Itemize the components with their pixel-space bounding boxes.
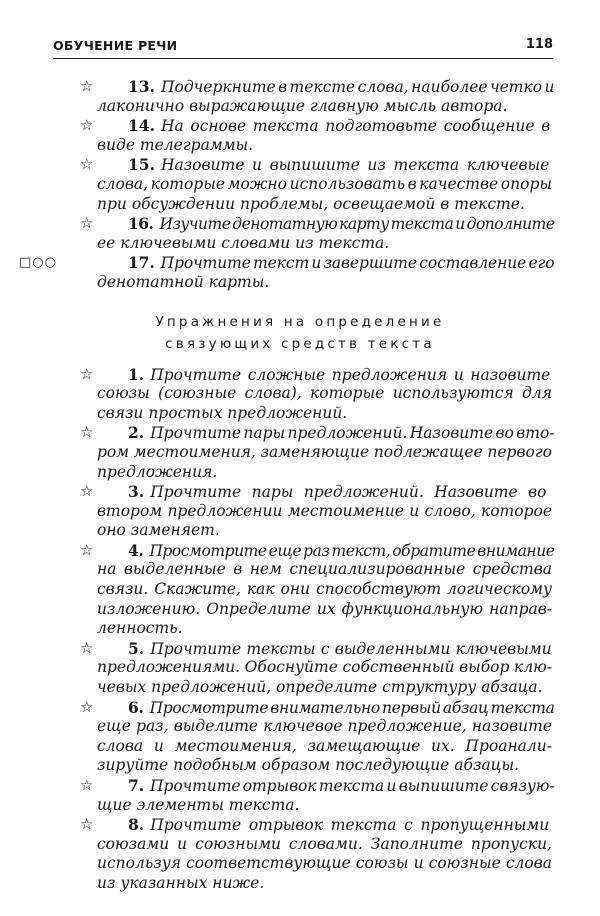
exercise-line: [97, 443, 552, 463]
star-icon: ☆: [80, 423, 94, 442]
exercise-text: Прочтите пары предложений. Назовите во вто-: [150, 424, 555, 443]
exercise-text: ее ключевыми словами из текста.: [97, 233, 390, 252]
exercise-item: [80, 482, 552, 541]
exercise-line: [97, 756, 552, 776]
exercise-text: Прочтите сложные предложения и назовите: [150, 365, 551, 384]
exercise-line: [97, 600, 552, 620]
page-header: [53, 36, 553, 59]
star-icon: ☆: [80, 540, 94, 559]
star-icon: ☆: [80, 638, 94, 657]
exercise-line: [97, 580, 552, 600]
exercise-number: 8.: [128, 815, 145, 835]
exercise-text: виде телеграммы.: [97, 135, 254, 154]
exercise-text: втором предложении местоимение и слово, которое: [97, 501, 552, 520]
exercise-text: из указанных ниже.: [97, 873, 265, 892]
exercise-item: [80, 697, 555, 776]
page-number: 118: [525, 37, 553, 52]
exercise-line: [97, 77, 555, 97]
star-icon: ☆: [80, 776, 94, 794]
exercise-line: [97, 854, 552, 874]
exercise-line: [97, 658, 552, 678]
exercise-text: Прочтите отрывок текста с пропущенными: [150, 816, 550, 835]
exercise-text: связи простых предложений.: [97, 403, 348, 422]
exercise-text: связи. Скажите, как они способствуют логическому: [97, 580, 552, 599]
exercise-text: при обсуждении проблемы, освещаемой в тексте.: [97, 194, 525, 213]
exercise-number: 4.: [128, 540, 144, 560]
exercise-item: [80, 540, 555, 639]
exercise-number: 5.: [128, 638, 145, 658]
exercise-text: Прочтите пары предложений. Назовите во: [150, 483, 547, 502]
section-heading: [0, 311, 600, 355]
star-icon: ☆: [80, 116, 94, 135]
exercise-line: [97, 815, 552, 835]
exercise-number: 15.: [128, 155, 155, 175]
exercise-item: [80, 423, 555, 482]
star-icon: ☆: [80, 214, 94, 233]
exercise-text: Изучите денотатную карту текста и дополните: [159, 215, 555, 234]
exercise-text: Прочтите текст и завершите составление его: [160, 254, 555, 273]
exercise-text: Назовите и выпишите из текста ключевые: [160, 156, 550, 175]
exercise-text: ром местоимения, заменяющие подлежащее первого: [97, 442, 552, 461]
exercise-text: изложению. Определите их функциональную направ-: [97, 599, 552, 618]
exercise-text: союзами и союзными словами. Заполните пропуски,: [97, 834, 552, 853]
exercise-line: [97, 521, 552, 541]
star-icon: ☆: [80, 697, 94, 716]
exercise-text: еще раз, выделите ключевое предложение, назовите: [97, 717, 552, 736]
exercise-item: [80, 776, 555, 815]
running-title: ОБУЧЕНИЕ РЕЧИ: [53, 38, 178, 53]
exercise-number: 1.: [128, 364, 145, 384]
exercise-line: [97, 136, 552, 156]
exercise-text: Прочтите тексты с выделенными ключевыми: [150, 639, 552, 658]
exercise-text: предложениями. Обоснуйте собственный выбор клю-: [97, 658, 552, 677]
star-icon: ☆: [80, 482, 94, 501]
section-heading-line-1: Упражнения на определение: [155, 313, 445, 330]
exercise-line: [97, 195, 552, 215]
star-icon: ☆: [80, 364, 94, 383]
star-icon: ☆: [80, 155, 94, 174]
exercise-text: союзы (союзные слова), которые используются для: [97, 384, 552, 403]
square-circles-icon: □○○: [19, 255, 57, 271]
exercise-text: используя соответствующие союзы и союзные слова: [97, 854, 552, 873]
exercise-number: 14.: [128, 116, 155, 136]
exercise-line: [97, 874, 552, 894]
exercise-line: [97, 97, 552, 117]
exercise-number: 3.: [128, 482, 145, 502]
exercise-item: [80, 116, 552, 155]
exercise-number: 16.: [128, 214, 154, 234]
exercise-text: предложения.: [97, 462, 218, 481]
exercise-text: слова, которые можно использовать в качестве опоры: [97, 174, 552, 193]
exercise-number: 6.: [128, 697, 144, 717]
exercise-line: [97, 697, 555, 718]
exercise-line: [97, 717, 552, 737]
exercise-number: 17.: [128, 253, 155, 273]
exercise-item: [80, 364, 552, 424]
exercise-text: чевых предложений, определите структуру абзаца.: [97, 678, 543, 697]
exercise-text: лаконично выражающие главную мысль автора.: [97, 96, 508, 115]
exercise-number: 2.: [128, 423, 145, 443]
exercise-number: 13.: [128, 77, 155, 96]
exercise-line: [97, 365, 552, 385]
exercise-line: [97, 540, 555, 561]
exercise-line: [97, 796, 552, 816]
exercise-item: [80, 77, 555, 116]
exercise-line: [97, 404, 552, 424]
exercise-line: [97, 384, 552, 404]
exercise-text: Подчеркните в тексте слова, наиболее четко и: [160, 78, 555, 96]
exercise-text: денотатной карты.: [97, 272, 270, 291]
exercise-line: [97, 502, 552, 522]
exercise-text: слова и местоимения, замещающие их. Проанали-: [97, 736, 552, 755]
exercise-line: [97, 253, 555, 273]
exercise-line: [97, 175, 552, 195]
exercise-item: [80, 638, 552, 698]
exercise-item: [80, 214, 555, 253]
exercise-line: [97, 776, 555, 796]
exercise-line: [97, 463, 552, 483]
exercise-text: Просмотрите внимательно первый абзац текста: [149, 698, 555, 717]
exercise-number: 7.: [128, 776, 145, 795]
exercise-line: [97, 835, 552, 855]
exercise-line: [97, 737, 552, 757]
exercise-line: [97, 273, 552, 293]
exercise-line: [97, 116, 552, 136]
exercise-line: [97, 155, 552, 175]
exercise-line: [97, 639, 552, 659]
exercise-line: [97, 423, 555, 443]
exercise-text: зируйте подобным образом последующие абзацы.: [97, 756, 520, 775]
exercise-line: [97, 214, 555, 234]
exercise-text: Прочтите отрывок текста и выпишите связую-: [150, 777, 555, 795]
exercise-line: [97, 482, 552, 502]
star-icon: ☆: [80, 815, 94, 834]
exercise-item: [80, 815, 552, 893]
exercise-line: [97, 560, 552, 580]
exercise-line: [97, 678, 552, 698]
exercise-text: оно заменяет.: [97, 521, 220, 540]
exercise-text: на выделенные в нем специализированные средства: [97, 560, 552, 579]
exercise-text: ленность.: [97, 619, 183, 638]
exercise-line: [97, 619, 552, 639]
section-heading-line-2: связующих средств текста: [165, 335, 435, 352]
star-icon: ☆: [80, 77, 94, 95]
exercise-text: Просмотрите еще раз текст, обратите внимание: [149, 541, 555, 560]
exercise-list-1: [0, 77, 600, 293]
exercise-item: [19, 253, 555, 292]
exercise-text: щие элементы текста.: [97, 795, 300, 814]
exercise-list-2: [0, 365, 600, 894]
exercise-line: [97, 234, 552, 254]
exercise-item: [80, 155, 552, 214]
exercise-text: На основе текста подготовьте сообщение в: [160, 117, 551, 136]
